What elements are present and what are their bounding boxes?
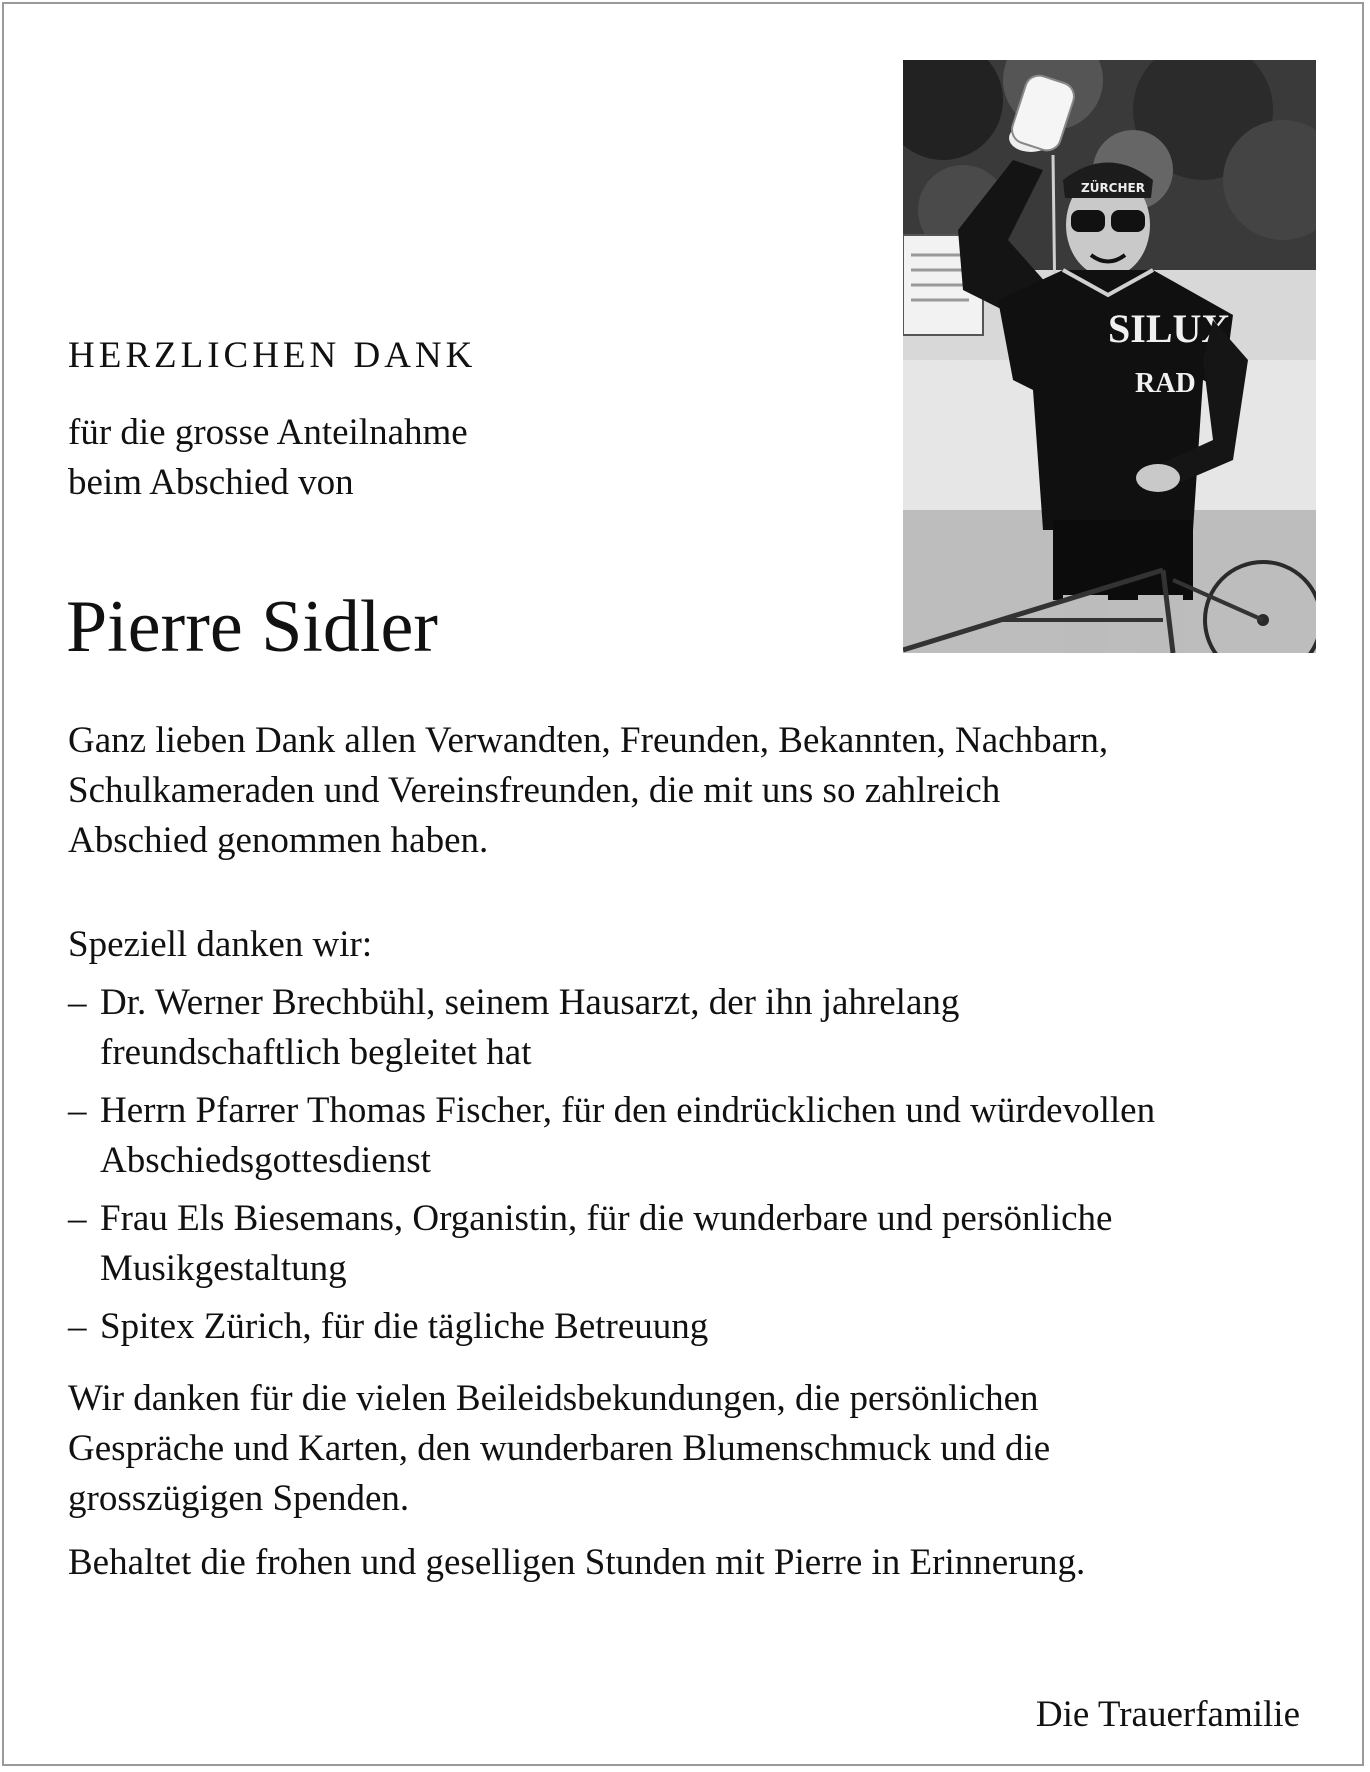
list-item-line: Musikgestaltung [100,1248,347,1289]
cap-label: ZÜRCHER [1081,181,1145,195]
list-item-line: freundschaftlich begleitet hat [100,1032,532,1073]
jersey-label-1: SILUX [1108,306,1231,351]
thanks-list-item [68,978,1318,1078]
thanks-paragraph-2 [68,1374,1318,1524]
intro-line: für die grosse Anteilnahme [68,412,468,453]
portrait-photo-drawing [903,60,1316,653]
notice-heading: HERZLICHEN DANK [68,335,477,376]
list-item-line: Spitex Zürich, für die tägliche Betreuung [100,1306,709,1347]
intro-text [68,408,468,508]
paragraph-line: Speziell danken wir: [68,924,373,965]
list-dash: – [68,1090,87,1131]
paragraph-line: grosszügigen Spenden. [68,1478,410,1519]
deceased-name: Pierre Sidler [66,586,438,668]
thanks-list-item [68,1194,1318,1294]
notice-body [68,716,1318,1588]
paragraph-line: Schulkameraden und Vereinsfreunden, die mit uns so zahlreich [68,770,1001,811]
list-item-line: Abschiedsgottesdienst [100,1140,431,1181]
paragraph-line: Gespräche und Karten, den wunderbaren Blumenschmuck und die [68,1428,1051,1469]
list-item-line: Herrn Pfarrer Thomas Fischer, für den eindrücklichen und würdevollen [100,1090,1156,1131]
paragraph-line: Ganz lieben Dank allen Verwandten, Freunden, Bekannten, Nachbarn, [68,720,1109,761]
signature: Die Trauerfamilie [1035,1694,1300,1735]
intro-line: beim Abschied von [68,462,354,503]
list-dash: – [68,1306,87,1347]
paragraph-line: Abschied genommen haben. [68,820,489,861]
list-dash: – [68,982,87,1023]
jersey-label-2: RAD [1135,368,1196,399]
thanks-list-item [68,1302,1318,1352]
notice-frame [2,2,1364,1766]
paragraph-line: Behaltet die frohen und geselligen Stunden mit Pierre in Erinnerung. [68,1542,1086,1583]
thanks-intro [68,920,1318,970]
list-item-line: Frau Els Biesemans, Organistin, für die wunderbare und persönliche [100,1198,1113,1239]
thanks-list-item [68,1086,1318,1186]
portrait-photo [903,60,1316,653]
list-dash: – [68,1198,87,1239]
thanks-paragraph-3 [68,1538,1318,1588]
thanks-paragraph-1 [68,716,1318,866]
list-item-line: Dr. Werner Brechbühl, seinem Hausarzt, der ihn jahrelang [100,982,960,1023]
paragraph-line: Wir danken für die vielen Beileidsbekundungen, die persönlichen [68,1378,1039,1419]
